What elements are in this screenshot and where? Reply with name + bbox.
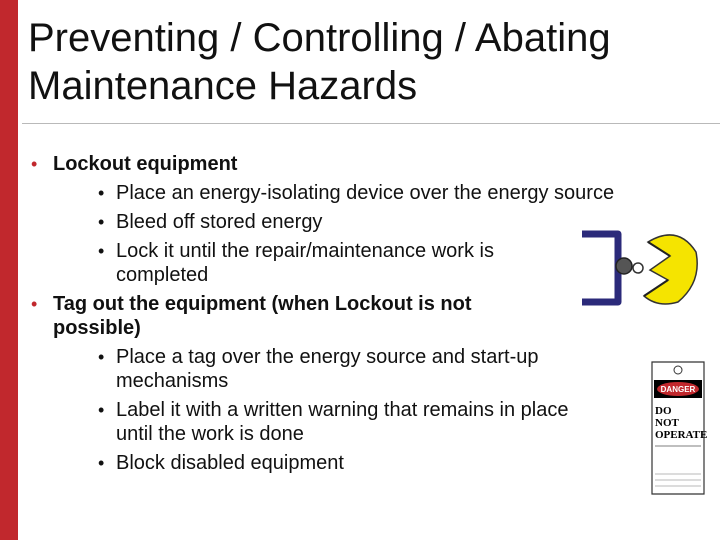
tag-line-3: OPERATE: [655, 429, 708, 441]
bullet-marker: •: [31, 294, 38, 314]
danger-tag-image: [646, 360, 710, 496]
tag-line-2: NOT: [655, 417, 679, 429]
sub-bullet-text: Place a tag over the energy source and start-up mechanisms: [116, 346, 539, 392]
bullet-lockout: [0, 152, 720, 176]
sub-bullet-text: Place an energy-isolating device over the energy source: [116, 182, 615, 204]
lockout-device-image: [578, 222, 702, 316]
valve-knob-small: [633, 263, 643, 273]
title-line-2: Maintenance Hazards: [28, 64, 418, 108]
valve-knob: [616, 258, 632, 274]
sub-bullet: [0, 451, 720, 475]
bullet-text: Lockout equipment: [53, 153, 238, 175]
sub-bullet-text: Bleed off stored energy: [116, 211, 323, 233]
sub-bullet-marker: •: [98, 453, 105, 473]
sub-bullet-marker: •: [98, 347, 105, 367]
sub-bullet-text: Block disabled equipment: [116, 452, 344, 474]
sub-bullet-text: Label it with a written warning that remains in place until the work is done: [116, 399, 569, 445]
pipe: [582, 234, 618, 302]
bullet-marker: •: [31, 154, 38, 174]
sub-bullet-marker: •: [98, 212, 105, 232]
tag-line-1: DO: [655, 405, 672, 417]
sub-bullet-marker: •: [98, 241, 105, 261]
tag-header-text: DANGER: [660, 385, 696, 394]
sub-bullet: [0, 181, 720, 205]
sub-bullet: [0, 398, 720, 446]
title-line-1: Preventing / Controlling / Abating: [28, 16, 611, 60]
tag-hole: [674, 366, 682, 374]
sub-bullet-text: Lock it until the repair/maintenance work is completed: [116, 240, 494, 286]
slide-title: [28, 14, 708, 110]
title-divider: [22, 123, 720, 124]
sub-bullet-marker: •: [98, 183, 105, 203]
sub-bullet: [0, 345, 720, 393]
bullet-text: Tag out the equipment (when Lockout is not possible): [53, 293, 472, 339]
sub-bullet-marker: •: [98, 400, 105, 420]
